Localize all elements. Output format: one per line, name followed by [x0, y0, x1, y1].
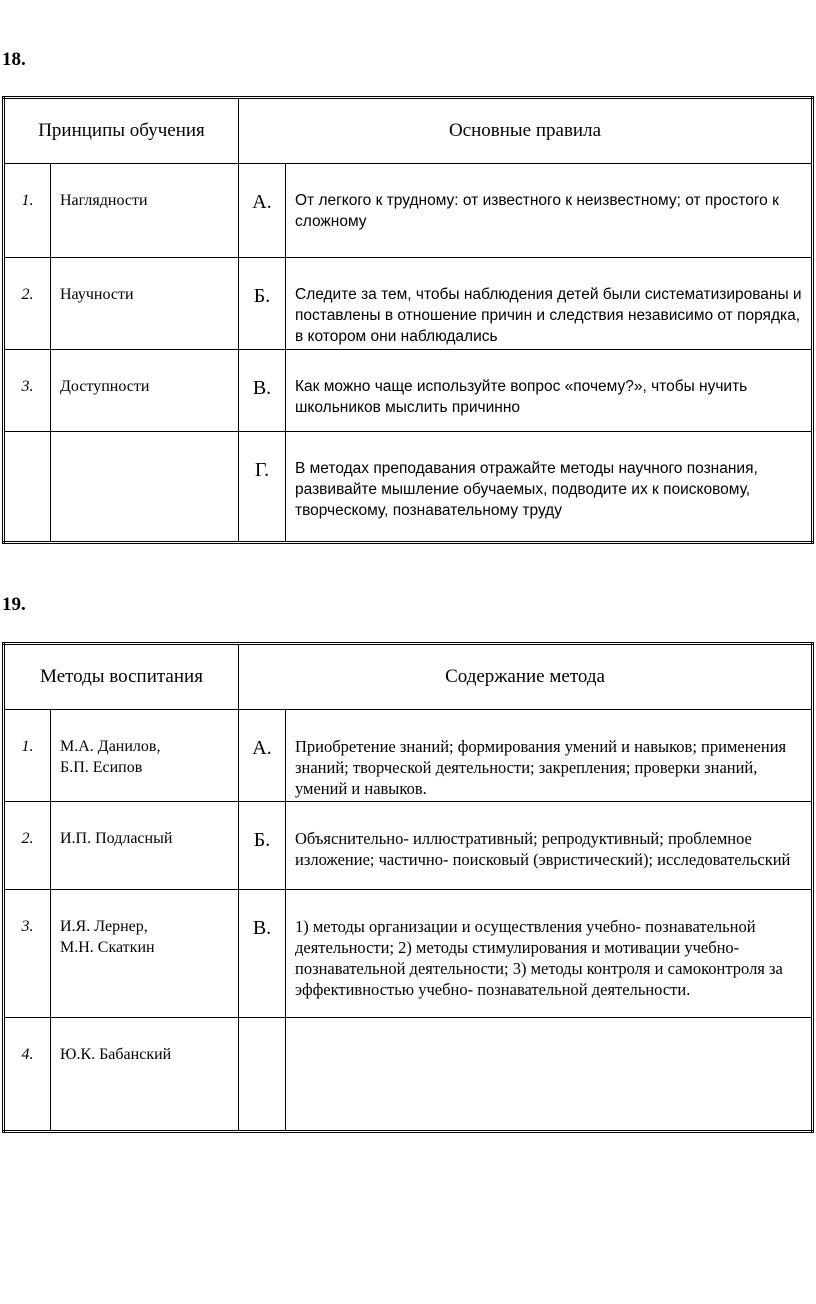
author-name: М.А. Данилов, [60, 738, 161, 755]
author-names [51, 1018, 239, 1132]
principle-name: Доступности [51, 350, 239, 432]
principle-name: Наглядности [51, 164, 239, 258]
rule-text: В методах преподавания отражайте методы научного познания, развивайте мышление обучаемых, подводите их к поисковому, творческому, познавательному труду [286, 432, 813, 543]
method-text: Объяснительно- иллюстративный; репродуктивный; проблемное изложение; частично- поисковый (эвристический); исследовательский [286, 802, 813, 890]
question-number-19: 19. [2, 594, 26, 615]
author-names [51, 710, 239, 802]
table-row [4, 802, 813, 890]
row-number: 1. [4, 710, 51, 802]
principle-name [51, 432, 239, 543]
row-number: 3. [4, 890, 51, 1018]
row-number [4, 432, 51, 543]
question-number-18: 18. [2, 49, 26, 70]
author-name: И.Я. Лернер, [60, 918, 148, 935]
header-rules: Основные правила [239, 98, 813, 164]
table-principles [2, 96, 814, 544]
rule-letter: В. [239, 350, 286, 432]
header-methods: Методы воспитания [4, 644, 239, 710]
author-name: И.П. Подласный [60, 830, 173, 847]
table-row [4, 710, 813, 802]
method-text [286, 1018, 813, 1132]
row-number: 1. [4, 164, 51, 258]
table-row [4, 1018, 813, 1132]
principle-name: Научности [51, 258, 239, 350]
row-number: 3. [4, 350, 51, 432]
table-header-row [4, 98, 813, 164]
author-names [51, 890, 239, 1018]
table-row [4, 890, 813, 1018]
rule-letter: А. [239, 164, 286, 258]
table-methods [2, 642, 814, 1133]
table-row [4, 432, 813, 543]
author-name: Ю.К. Бабанский [60, 1046, 172, 1063]
table-header-row [4, 644, 813, 710]
method-letter: В. [239, 890, 286, 1018]
header-content: Содержание метода [239, 644, 813, 710]
row-number: 2. [4, 802, 51, 890]
rule-text: От легкого к трудному: от известного к неизвестному; от простого к сложному [286, 164, 813, 258]
author-names [51, 802, 239, 890]
author-name: М.Н. Скаткин [60, 939, 155, 956]
rule-letter: Б. [239, 258, 286, 350]
row-number: 2. [4, 258, 51, 350]
table-row [4, 258, 813, 350]
method-letter: А. [239, 710, 286, 802]
method-letter [239, 1018, 286, 1132]
rule-text: Как можно чаще используйте вопрос «почему?», чтобы нучить школьников мыслить причинно [286, 350, 813, 432]
rule-text: Следите за тем, чтобы наблюдения детей были систематизированы и поставлены в отношение причин и следствия независимо от порядка, в котором они наблюдались [286, 258, 813, 350]
row-number: 4. [4, 1018, 51, 1132]
method-text: 1) методы организации и осуществления учебно- познавательной деятельности; 2) методы стимулирования и мотивации учебно- познавательной деятельности; 3) методы контроля и самоконтроля за эффективностью учебно- познавательной деятельности. [286, 890, 813, 1018]
rule-letter: Г. [239, 432, 286, 543]
table-row [4, 350, 813, 432]
method-text: Приобретение знаний; формирования умений и навыков; применения знаний; творческой деятельности; закрепления; проверки знаний, умений и навыков. [286, 710, 813, 802]
method-letter: Б. [239, 802, 286, 890]
table-row [4, 164, 813, 258]
author-name: Б.П. Есипов [60, 759, 143, 776]
header-principles: Принципы обучения [4, 98, 239, 164]
